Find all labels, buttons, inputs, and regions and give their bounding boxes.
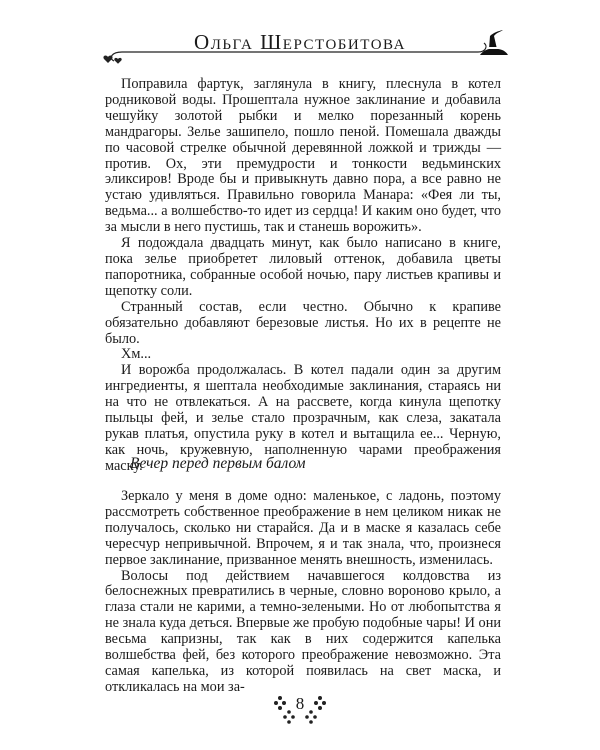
paragraph: Волосы под действием начавшегося колдовства из белоснежных превратились в черные, словно вороново крыло, а глаза стали не карими, а темно-зелеными. Но от любопытства я не знала куда деться. Впервые же пробую подобные чары! И они весьма капризны, так как в них содержится капелька волшебства фей, без которого преображение невозможно. Эта самая капелька, из которой появилась на свет маска, и откликалась на мои за- [105, 567, 501, 695]
page-footer [0, 688, 600, 728]
page-header [0, 0, 600, 80]
paragraph: Зеркало у меня в доме одно: маленькое, с ладонь, поэтому рассмотреть собственное преображение в нем целиком никак не получалось, сколько ни старайся. Да и в маске я казалась себе чересчур непривычной. Впрочем, я и так знала, что, произнеся первое заклинание, призванное менять внешность, изменилась. [105, 488, 501, 568]
paragraph: Хм... [121, 346, 152, 363]
paragraph: Я подождала двадцать минут, как было написано в книге, пока зелье приобретет лиловый оттенок, добавила цветы папоротника, собранные особой ночью, пару листьев крапивы и щепотку соли. [105, 235, 501, 299]
page-number: 8 [295, 694, 305, 713]
author-name: Ольга Шерстобитова [194, 30, 406, 54]
paragraph: И ворожба продолжалась. В котел падали один за другим ингредиенты, я шептала необходимые заклинания, стараясь ни на что не отвлекаться. А на рассвете, когда кинула щепотку пыльцы фей, и зелье стало прозрачным, как слеза, закатала рукав платья, опустила руку в котел и вытащила ее... Черную, как ночь, кружевную, наполненную чарами преображения маску. [105, 362, 501, 474]
main-text-top [105, 77, 501, 475]
main-text-bottom [105, 489, 501, 696]
paragraph: Странный состав, если честно. Обычно к крапиве обязательно добавляют березовые листья. Но их в рецепте не было. [105, 298, 501, 347]
paragraph: Поправила фартук, заглянула в книгу, плеснула в котел родниковой воды. Прошептала нужное заклинание и добавила чешуйку золотой рыбки и мелко порезанный корень мандрагоры. Зелье зашипело, пошло пеной. Помешала дважды по часовой стрелке обычной деревянной ложкой и трижды — против. Ох, эти премудрости и тонкости ведьминских эликсиров! Вроде бы и привыкнуть давно пора, а все равно не устаю удивляться. Правильно говорила Манара: «Фея ли ты, ведьма... а волшебство-то идет из сердца! И каким оно будет, что за мысли в него пустишь, так и станешь ворожить». [105, 76, 501, 236]
section-heading: Вечер перед первым балом [130, 455, 306, 472]
